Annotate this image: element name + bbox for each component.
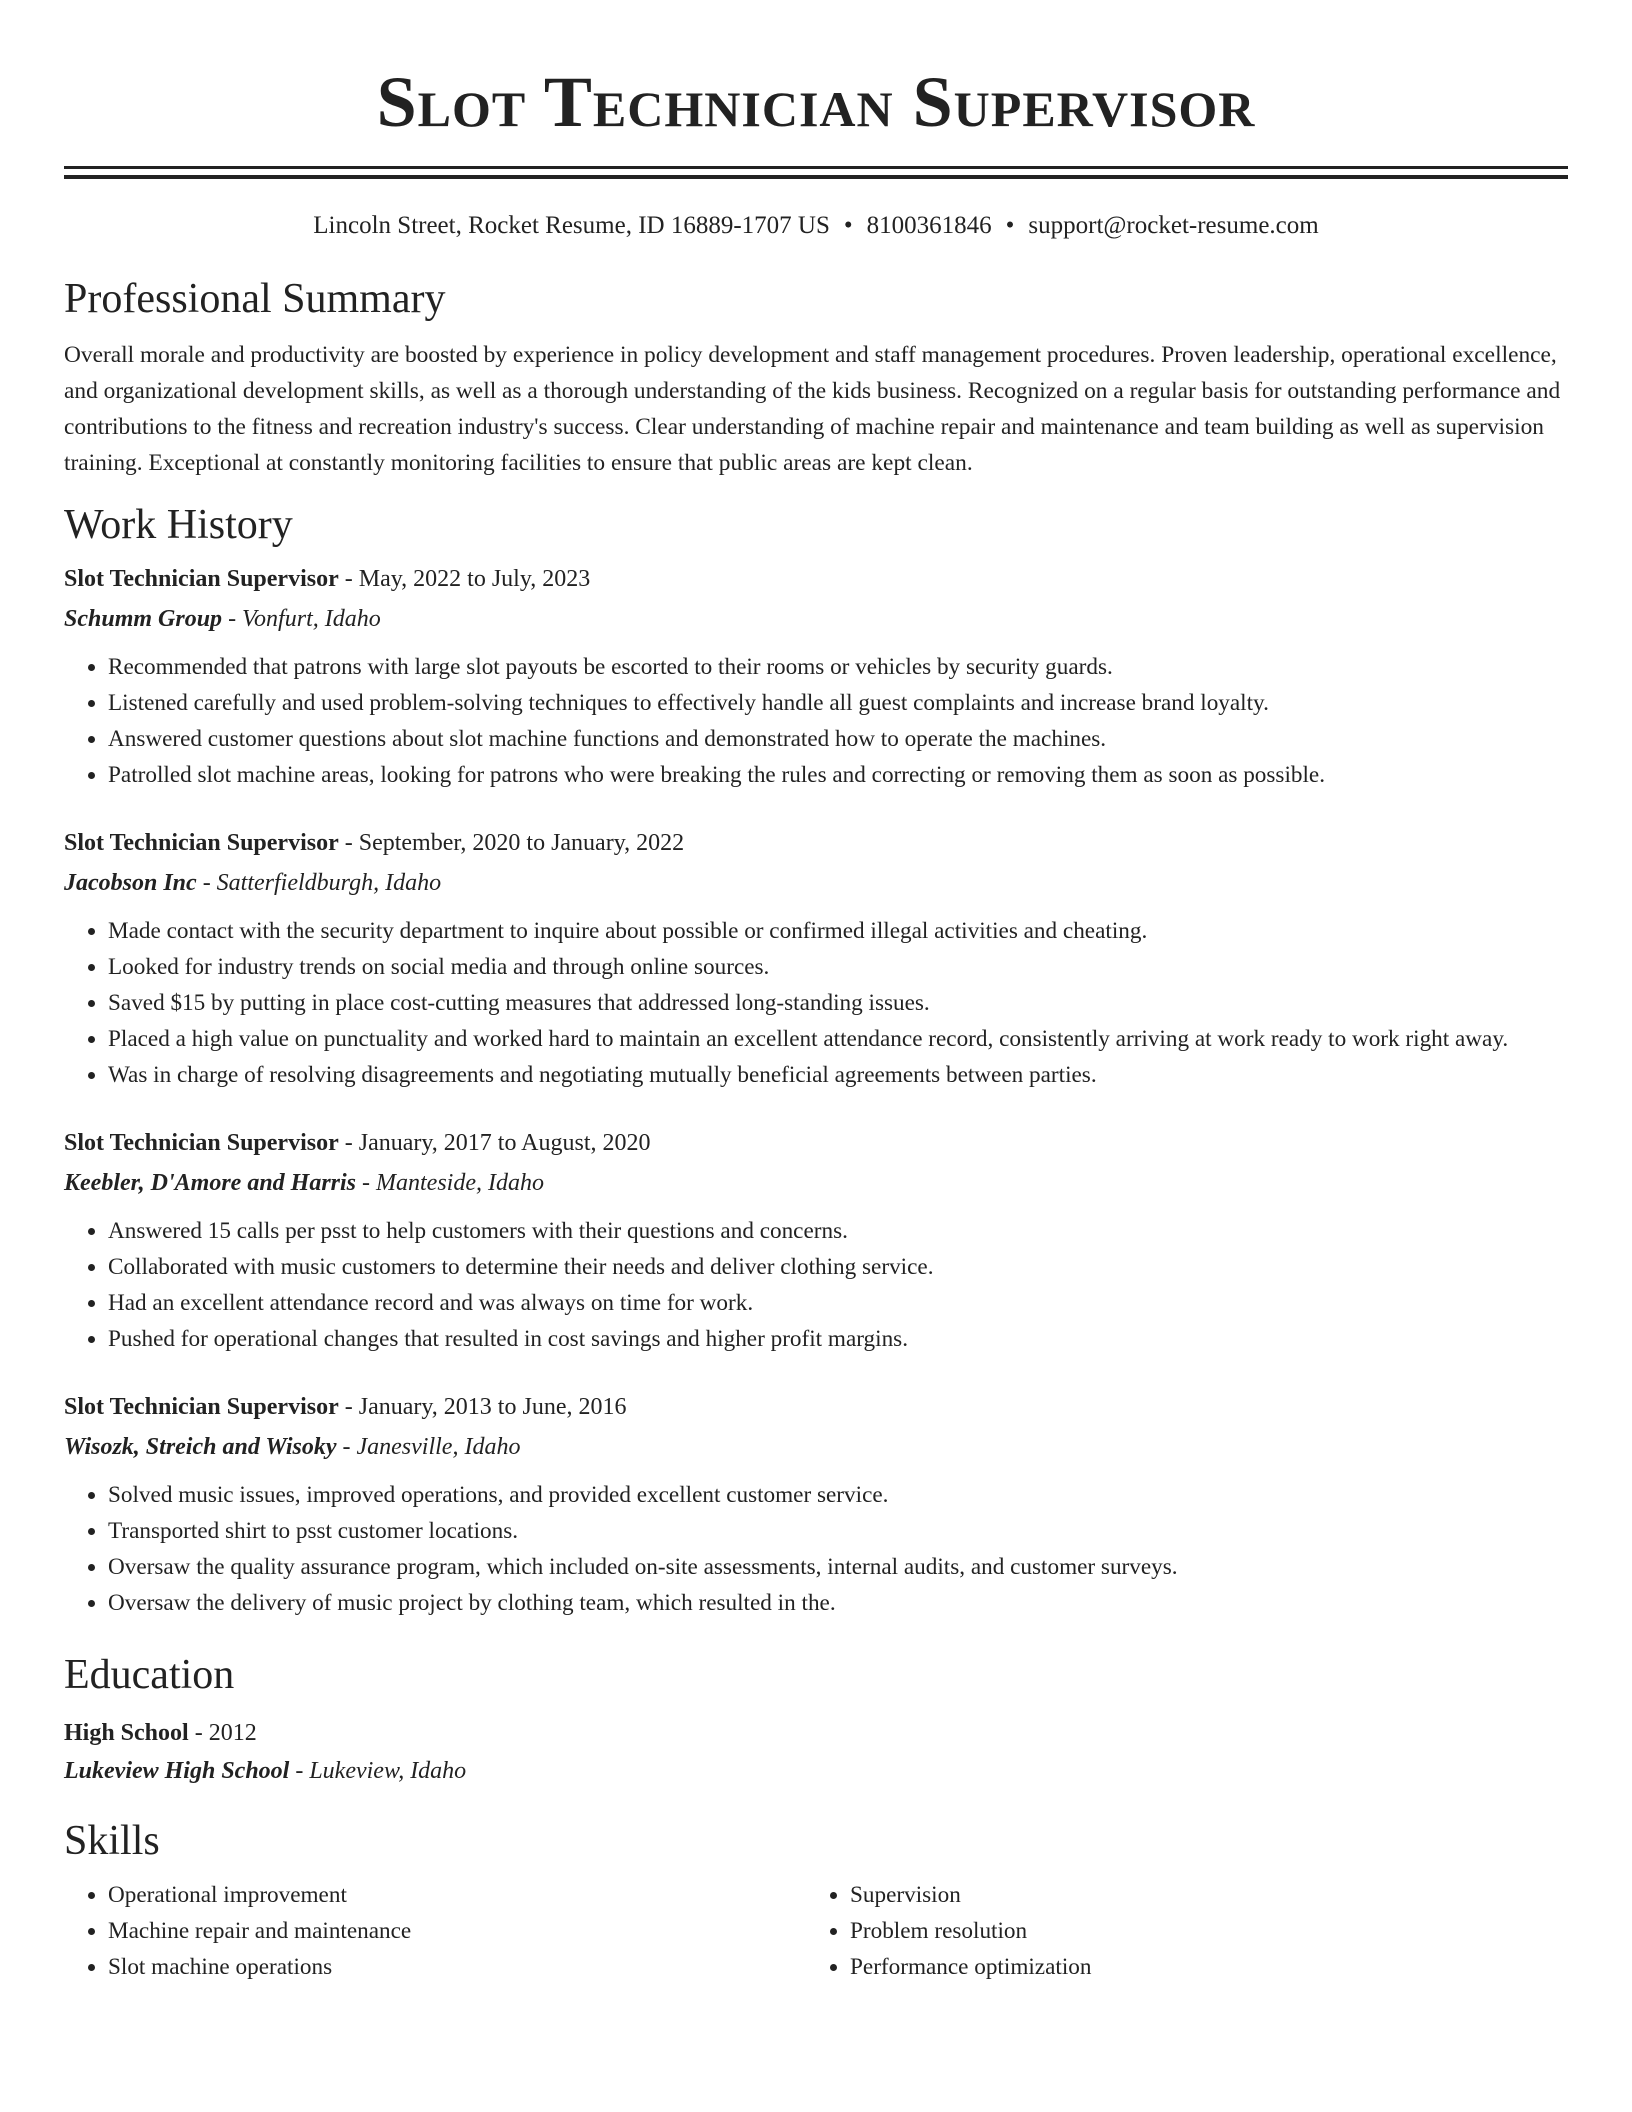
job-dates: - January, 2017 to August, 2020 bbox=[338, 1130, 651, 1156]
skill-item: • Slot machine operations bbox=[108, 1949, 806, 1985]
education-school: Lukeview High School bbox=[64, 1758, 290, 1784]
job-title-line bbox=[64, 1389, 1568, 1425]
contact-separator: • bbox=[843, 212, 853, 239]
job-company: Wisozk, Streich and Wisoky bbox=[64, 1434, 337, 1460]
job-company: Keebler, D'Amore and Harris bbox=[64, 1170, 357, 1196]
education-school-line bbox=[64, 1753, 1568, 1789]
job-title-line bbox=[64, 561, 1568, 597]
job-bullet: • Pushed for operational changes that resulted in cost savings and higher profit margins. bbox=[108, 1321, 1568, 1357]
job-bullet: • Placed a high value on punctuality and worked hard to maintain an excellent attendance record, consistently arriving at work ready to work right away. bbox=[108, 1021, 1568, 1057]
education-location: - Lukeview, Idaho bbox=[289, 1758, 467, 1784]
contact-separator: • bbox=[1005, 212, 1015, 239]
job-dates: - September, 2020 to January, 2022 bbox=[338, 830, 685, 856]
skills-list-right bbox=[806, 1877, 1548, 1985]
skills-columns bbox=[64, 1877, 1568, 1985]
job-bullet: • Oversaw the delivery of music project by clothing team, which resulted in the. bbox=[108, 1585, 1568, 1621]
header-rule-top bbox=[64, 166, 1568, 169]
job-entry bbox=[64, 825, 1568, 1093]
job-bullet: • Was in charge of resolving disagreements and negotiating mutually beneficial agreements between parties. bbox=[108, 1057, 1568, 1093]
job-location: - Manteside, Idaho bbox=[356, 1170, 544, 1196]
job-bullet: • Made contact with the security department to inquire about possible or confirmed illegal activities and cheating. bbox=[108, 913, 1568, 949]
job-bullet: • Solved music issues, improved operations, and provided excellent customer service. bbox=[108, 1477, 1568, 1513]
job-bullet: • Saved $15 by putting in place cost-cutting measures that addressed long-standing issues. bbox=[108, 985, 1568, 1021]
job-title: Slot Technician Supervisor bbox=[64, 830, 339, 856]
summary-text: Overall morale and productivity are boosted by experience in policy development and staff management procedures. Proven leadership, operational excellence, and organizational development skills, as well as a thorough understanding of the kids business. Recognized on a regular basis for outstanding performance and contributions to the fitness and recreation industry's success. Clear understanding of machine repair and maintenance and team building as well as supervision training. Exceptional at constantly monitoring facilities to ensure that public areas are kept clean. bbox=[64, 342, 1561, 476]
job-bullet: • Recommended that patrons with large slot payouts be escorted to their rooms or vehicles by security guards. bbox=[108, 649, 1568, 685]
contact-line bbox=[64, 209, 1568, 243]
education-degree-line bbox=[64, 1715, 1568, 1751]
job-location: - Satterfieldburgh, Idaho bbox=[196, 870, 442, 896]
contact-phone: 8100361846 bbox=[866, 212, 992, 239]
job-title: Slot Technician Supervisor bbox=[64, 1130, 339, 1156]
job-bullet: • Patrolled slot machine areas, looking for patrons who were breaking the rules and correcting or removing them as soon as possible. bbox=[108, 757, 1568, 793]
job-company-line bbox=[64, 601, 1568, 637]
job-company: Jacobson Inc bbox=[64, 870, 197, 896]
job-entry bbox=[64, 561, 1568, 793]
job-bullet: • Looked for industry trends on social media and through online sources. bbox=[108, 949, 1568, 985]
resume-name: Slot Technician Supervisor bbox=[376, 62, 1256, 142]
contact-email: support@rocket-resume.com bbox=[1028, 212, 1319, 239]
job-entry bbox=[64, 1389, 1568, 1621]
resume-page bbox=[64, 0, 1568, 1985]
skill-item: • Machine repair and maintenance bbox=[108, 1913, 806, 1949]
job-bullet: • Transported shirt to psst customer locations. bbox=[108, 1513, 1568, 1549]
education-year: - 2012 bbox=[188, 1720, 257, 1746]
job-title-line bbox=[64, 1125, 1568, 1161]
skill-item: • Performance optimization bbox=[850, 1949, 1548, 1985]
job-bullet: • Oversaw the quality assurance program, which included on-site assessments, internal audits, and customer surveys. bbox=[108, 1549, 1568, 1585]
job-bullets bbox=[64, 1477, 1568, 1621]
skills-heading: Skills bbox=[64, 1818, 160, 1864]
job-title-line bbox=[64, 825, 1568, 861]
job-location: - Janesville, Idaho bbox=[336, 1434, 521, 1460]
job-bullets bbox=[64, 649, 1568, 793]
job-dates: - January, 2013 to June, 2016 bbox=[338, 1394, 627, 1420]
job-entry bbox=[64, 1125, 1568, 1357]
skills-list-left bbox=[64, 1877, 806, 1985]
job-bullet: • Collaborated with music customers to determine their needs and deliver clothing service. bbox=[108, 1249, 1568, 1285]
job-title: Slot Technician Supervisor bbox=[64, 1394, 339, 1420]
header-rule-bottom bbox=[64, 175, 1568, 179]
education-degree: High School bbox=[64, 1720, 189, 1746]
job-bullet: • Listened carefully and used problem-solving techniques to effectively handle all guest complaints and increase brand loyalty. bbox=[108, 685, 1568, 721]
job-bullet: • Answered 15 calls per psst to help customers with their questions and concerns. bbox=[108, 1213, 1568, 1249]
skill-item: • Problem resolution bbox=[850, 1913, 1548, 1949]
skill-item: • Operational improvement bbox=[108, 1877, 806, 1913]
job-bullets bbox=[64, 1213, 1568, 1357]
job-location: - Vonfurt, Idaho bbox=[222, 606, 381, 632]
job-company-line bbox=[64, 865, 1568, 901]
summary-heading: Professional Summary bbox=[64, 276, 446, 322]
job-company-line bbox=[64, 1165, 1568, 1201]
job-dates: - May, 2022 to July, 2023 bbox=[338, 566, 591, 592]
job-company-line bbox=[64, 1429, 1568, 1465]
skill-item: • Supervision bbox=[850, 1877, 1548, 1913]
job-bullet: • Had an excellent attendance record and was always on time for work. bbox=[108, 1285, 1568, 1321]
job-title: Slot Technician Supervisor bbox=[64, 566, 339, 592]
work-history-heading: Work History bbox=[64, 502, 293, 548]
job-bullets bbox=[64, 913, 1568, 1093]
contact-address: Lincoln Street, Rocket Resume, ID 16889-1707 US bbox=[313, 212, 830, 239]
job-bullet: • Answered customer questions about slot machine functions and demonstrated how to operate the machines. bbox=[108, 721, 1568, 757]
job-company: Schumm Group bbox=[64, 606, 223, 632]
education-heading: Education bbox=[64, 1652, 235, 1698]
